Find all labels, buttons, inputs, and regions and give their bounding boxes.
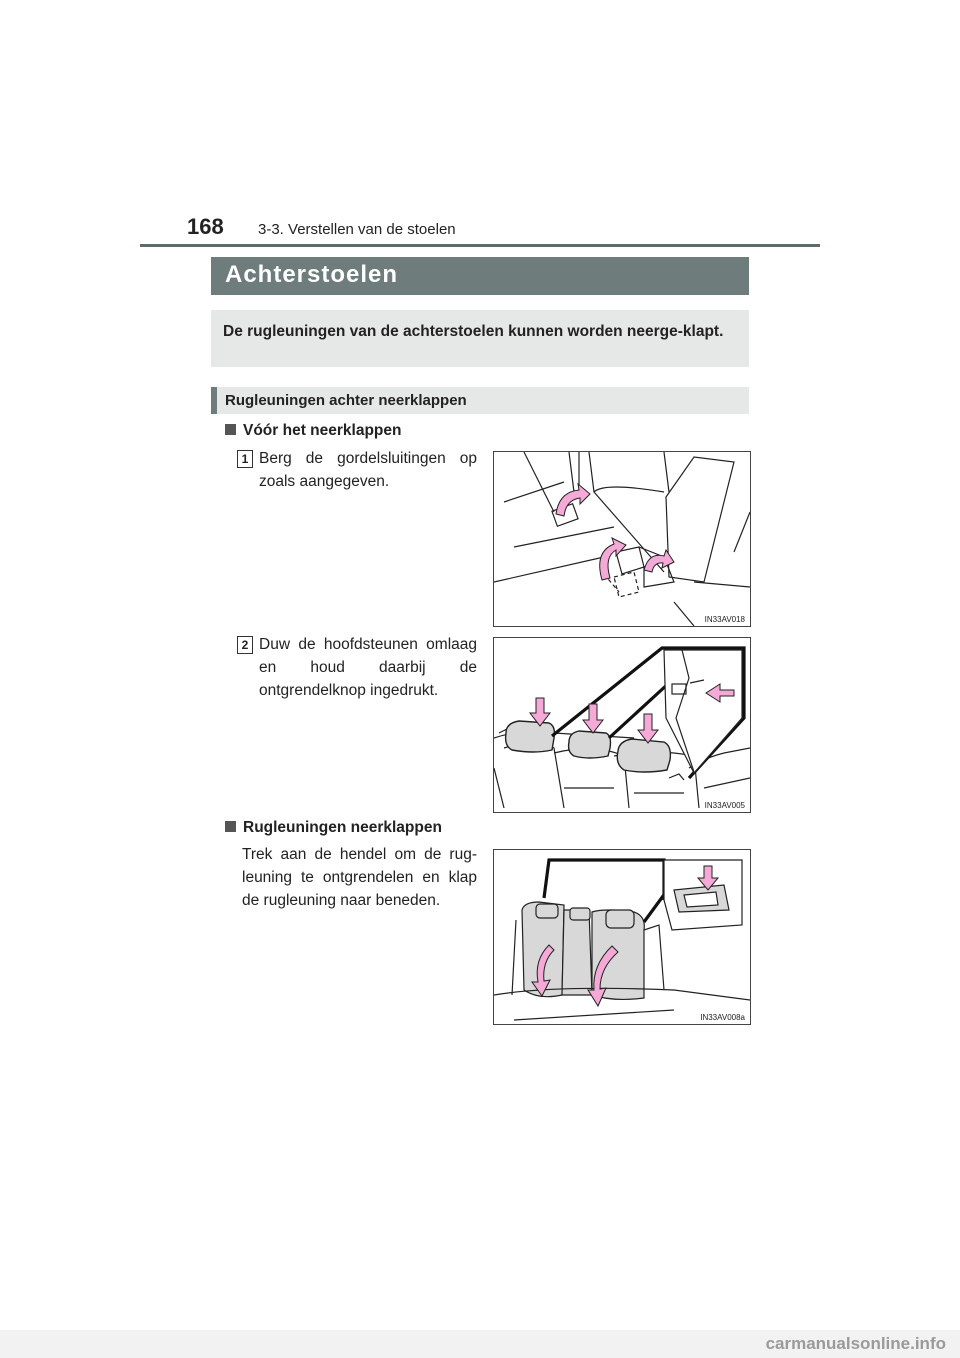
headrest-lower-drawing [494, 638, 750, 812]
bullet-heading-folding-text: Rugleuningen neerklappen [243, 819, 442, 836]
figure-code-1: IN33AV018 [704, 615, 745, 624]
bullet-heading-before-text: Vóór het neerklappen [243, 422, 402, 439]
step-number-2: 2 [237, 636, 253, 654]
page-title: Achterstoelen [225, 261, 399, 288]
page-number: 168 [187, 214, 224, 239]
step-1-text: Berg de gordelsluitingen op zoals aangegeven. [259, 450, 477, 490]
intro-box [211, 310, 749, 367]
illustration-buckle-stow [493, 451, 751, 627]
step-2-text: Duw de hoofdsteunen omlaag en houd daarbij de ontgrendelknop ingedrukt. [259, 636, 477, 699]
header-divider [140, 244, 820, 247]
section-title-bar [211, 257, 749, 295]
folding-text: Trek aan de hendel om de rug-leuning te ontgrendelen en klap de rugleuning naar beneden. [242, 846, 477, 909]
footer-watermark: carmanualsonline.info [765, 1334, 946, 1353]
illustration-seatback-fold [493, 849, 751, 1025]
seatback-fold-drawing [494, 850, 750, 1024]
section-reference: 3-3. Verstellen van de stoelen [258, 221, 456, 238]
subsection-bar [211, 387, 749, 414]
intro-text: De rugleuningen van de achterstoelen kunnen worden neerge-klapt. [223, 323, 724, 340]
step-number-1: 1 [237, 450, 253, 468]
bullet-heading-folding [225, 819, 442, 837]
buckle-stow-drawing [494, 452, 750, 626]
subsection-title: Rugleuningen achter neerklappen [225, 392, 467, 409]
square-bullet-icon [225, 821, 236, 832]
subsection-accent [211, 387, 217, 414]
figure-code-3: IN33AV008a [700, 1013, 745, 1022]
bullet-heading-before [225, 422, 401, 440]
square-bullet-icon [225, 424, 236, 435]
illustration-headrest-lower [493, 637, 751, 813]
figure-code-2: IN33AV005 [704, 801, 745, 810]
